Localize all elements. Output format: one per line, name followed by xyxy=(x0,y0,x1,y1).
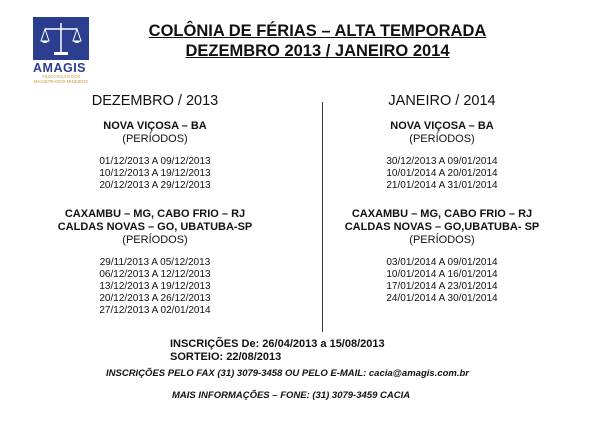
title-line-2: DEZEMBRO 2013 / JANEIRO 2014 xyxy=(185,42,450,60)
date-range: 24/01/2014 A 30/01/2014 xyxy=(386,293,498,304)
january-destination-2a: CAXAMBU – MG, CABO FRIO – RJ xyxy=(351,208,533,220)
page-title xyxy=(0,21,600,61)
date-range: 27/12/2013 A 02/01/2014 xyxy=(99,305,211,316)
logo-subtitle: ASSOCIAÇÃO DOS MAGISTRADOS MINEIROS xyxy=(33,74,89,84)
date-range: 06/12/2013 A 12/12/2013 xyxy=(99,269,211,280)
january-column xyxy=(302,92,582,305)
january-destination-2b: CALDAS NOVAS – GO,UBATUBA- SP xyxy=(344,221,540,233)
title-line-1: COLÔNIA DE FÉRIAS – ALTA TEMPORADA xyxy=(148,22,487,40)
date-range: 30/12/2013 A 09/01/2014 xyxy=(386,156,498,167)
december-column xyxy=(15,92,295,317)
date-range: 10/01/2014 A 20/01/2014 xyxy=(386,168,498,179)
date-range: 01/12/2013 A 09/12/2013 xyxy=(99,156,211,167)
january-heading: JANEIRO / 2014 xyxy=(388,93,496,109)
more-info-phone: MAIS INFORMAÇÕES – FONE: (31) 3079-3459 CACIA xyxy=(172,390,411,401)
december-destination-1: NOVA VIÇOSA – BA xyxy=(103,120,207,132)
contact-fax-email: INSCRIÇÕES PELO FAX (31) 3079-3458 OU PELO E-MAIL: cacia@amagis.com.br xyxy=(106,368,469,379)
draw-date: SORTEIO: 22/08/2013 xyxy=(170,351,282,363)
date-range: 29/11/2013 A 05/12/2013 xyxy=(99,257,211,268)
december-destination-2a: CAXAMBU – MG, CABO FRIO – RJ xyxy=(64,208,246,220)
date-range: 20/12/2013 A 29/12/2013 xyxy=(99,180,211,191)
date-range: 03/01/2014 A 09/01/2014 xyxy=(386,257,498,268)
registration-period: INSCRIÇÕES De: 26/04/2013 a 15/08/2013 xyxy=(170,338,385,350)
date-range: 10/12/2013 A 19/12/2013 xyxy=(99,168,211,179)
january-periods-label-1: (PERÍODOS) xyxy=(409,133,475,145)
january-periods-label-2: (PERÍODOS) xyxy=(409,234,475,246)
date-range: 17/01/2014 A 23/01/2014 xyxy=(386,281,498,292)
december-heading: DEZEMBRO / 2013 xyxy=(91,93,219,109)
date-range: 20/12/2013 A 26/12/2013 xyxy=(99,293,211,304)
date-range: 13/12/2013 A 19/12/2013 xyxy=(99,281,211,292)
december-destination-2b: CALDAS NOVAS – GO, UBATUBA-SP xyxy=(57,221,253,233)
december-periods-label-1: (PERÍODOS) xyxy=(122,133,188,145)
january-destination-1: NOVA VIÇOSA – BA xyxy=(390,120,494,132)
date-range: 10/01/2014 A 16/01/2014 xyxy=(386,269,498,280)
december-periods-label-2: (PERÍODOS) xyxy=(122,234,188,246)
logo-name: AMAGIS xyxy=(33,61,86,75)
registration-info xyxy=(170,338,385,364)
date-range: 21/01/2014 A 31/01/2014 xyxy=(386,180,498,191)
